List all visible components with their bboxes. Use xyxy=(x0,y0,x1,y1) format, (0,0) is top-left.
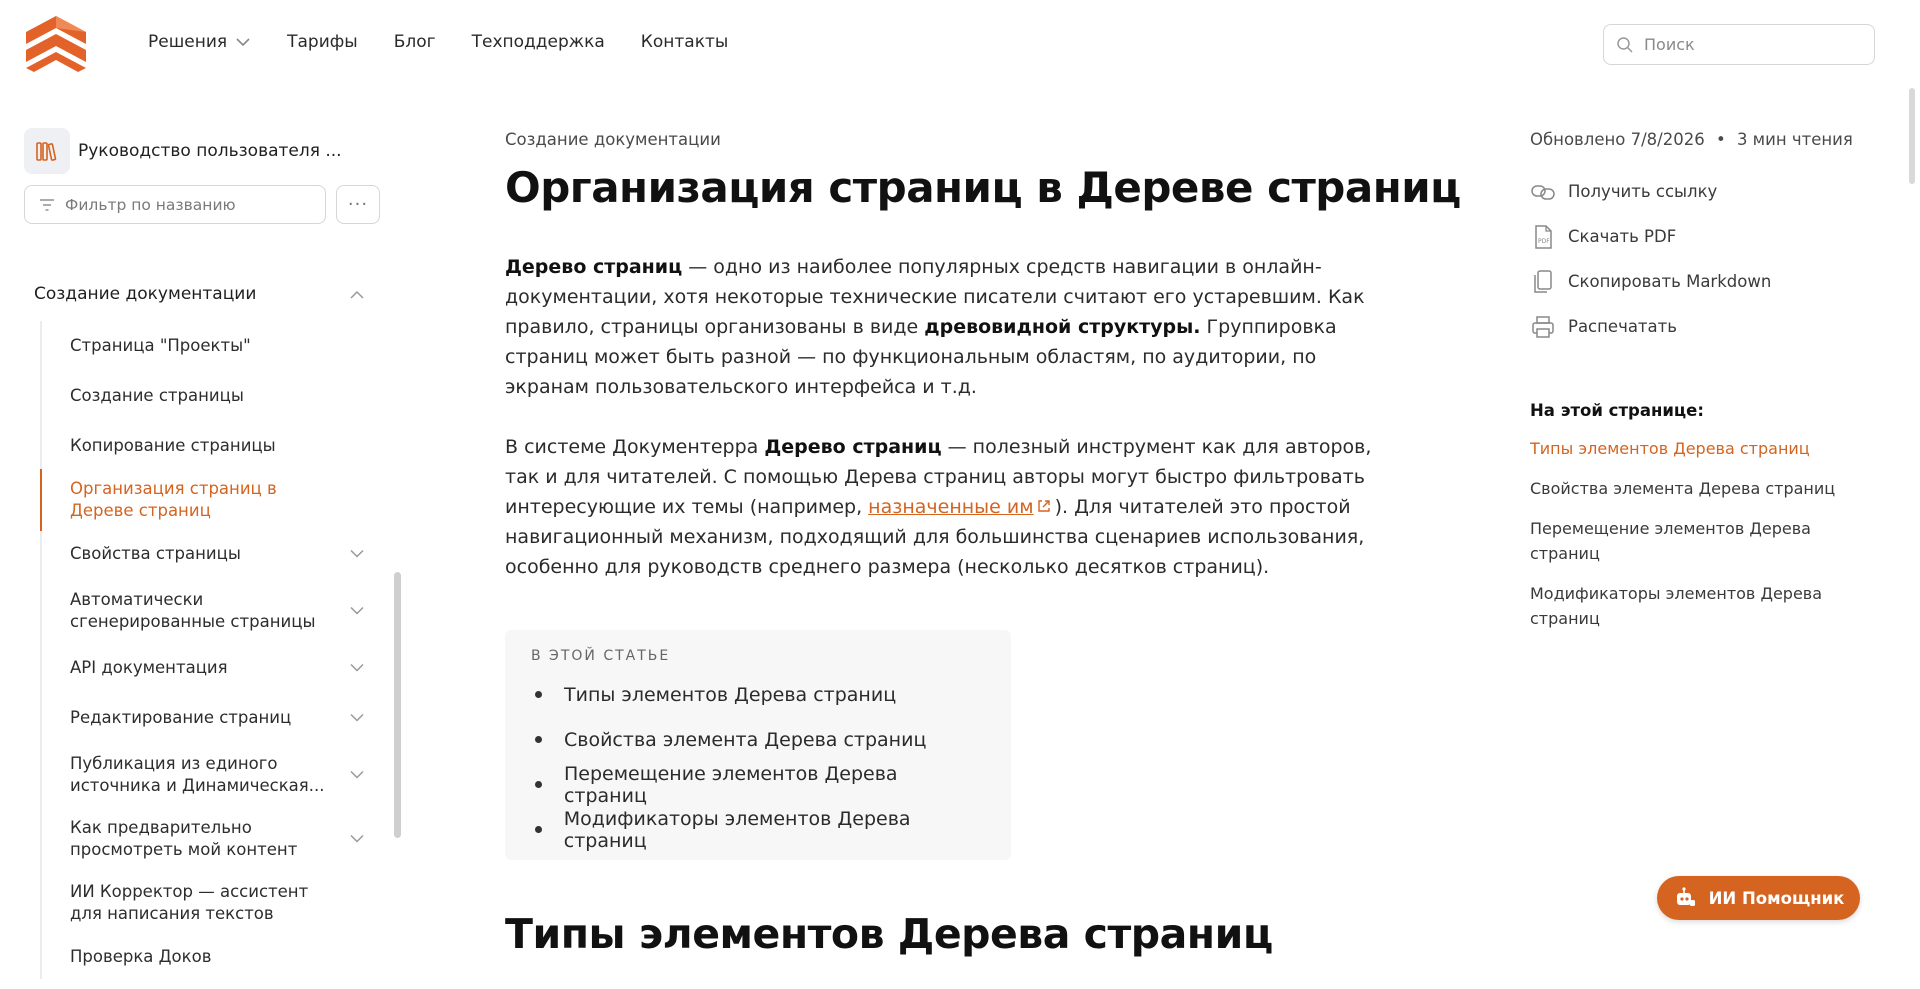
tree-item-label: Публикация из единого источника и Динамическая... xyxy=(70,754,325,795)
tree-item-label: Организация страниц в Дереве страниц xyxy=(70,479,277,520)
more-options-button[interactable] xyxy=(336,185,380,224)
toc-item[interactable] xyxy=(531,672,985,717)
nav-label: Тарифы xyxy=(287,32,358,52)
search-input[interactable] xyxy=(1644,35,1844,54)
assigned-link[interactable]: назначенные им xyxy=(868,496,1034,518)
filter-icon xyxy=(39,198,55,212)
tree-item-label: Копирование страницы xyxy=(70,436,276,455)
tree-item-active[interactable] xyxy=(42,471,380,529)
pdf-icon xyxy=(1530,224,1556,250)
toc-item[interactable] xyxy=(531,807,985,852)
tree-item[interactable] xyxy=(42,807,380,871)
action-label: Скопировать Markdown xyxy=(1568,272,1772,291)
tree-item[interactable] xyxy=(42,421,380,471)
toc-item-label: Модификаторы элементов Дерева страниц xyxy=(563,807,911,852)
updated-date: Обновлено 7/8/2026 xyxy=(1530,130,1705,149)
tree-item[interactable] xyxy=(42,321,380,371)
bold-term: Дерево страниц xyxy=(764,436,942,458)
tree-item[interactable] xyxy=(42,529,380,579)
tree-item[interactable] xyxy=(42,935,380,979)
external-link-icon[interactable] xyxy=(1037,499,1051,513)
robot-icon xyxy=(1673,886,1697,910)
print-button[interactable] xyxy=(1530,304,1870,349)
tree-item-label: Проверка Доков xyxy=(70,947,212,966)
page-scrollbar[interactable] xyxy=(1909,88,1915,184)
on-page-link[interactable]: Перемещение элементов Дерева страниц xyxy=(1530,519,1811,563)
meta-separator: • xyxy=(1715,130,1726,149)
link-icon xyxy=(1530,181,1556,203)
action-label: Распечатать xyxy=(1568,317,1677,336)
chevron-down-icon[interactable] xyxy=(350,550,364,559)
nav-solutions[interactable] xyxy=(148,32,251,52)
copy-icon xyxy=(1530,269,1556,295)
tree-item[interactable] xyxy=(42,371,380,421)
nav-label: Техподдержка xyxy=(471,32,605,52)
ellipsis-icon: ··· xyxy=(347,194,369,215)
read-time: 3 мин чтения xyxy=(1736,130,1853,149)
article xyxy=(505,130,1461,958)
chevron-down-icon[interactable] xyxy=(350,607,364,616)
section-heading: Типы элементов Дерева страниц xyxy=(505,910,1273,958)
nav-label: Блог xyxy=(393,32,436,52)
svg-text:PDF: PDF xyxy=(1538,237,1550,245)
tree-item-label: Страница "Проекты" xyxy=(70,336,251,355)
chevron-down-icon xyxy=(235,37,251,47)
site-header xyxy=(0,0,1920,88)
tree-item[interactable] xyxy=(42,693,380,743)
toc-label: В ЭТОЙ СТАТЬЕ xyxy=(531,648,671,664)
ai-button-label: ИИ Помощник xyxy=(1708,888,1845,908)
get-link-button[interactable] xyxy=(1530,169,1870,214)
tree-item-label: Свойства страницы xyxy=(70,544,241,563)
text: — полезный инструмент как для авторов, так и для читателей. С помощью Дерева страниц авторы могут быстро фильтровать интересующие их темы (например, xyxy=(505,436,1372,518)
ai-assistant-button[interactable] xyxy=(1657,876,1860,920)
nav-support[interactable] xyxy=(472,32,605,52)
tree-item[interactable] xyxy=(42,871,380,935)
sidebar-scrollbar[interactable] xyxy=(394,572,401,838)
section-title: Создание документации xyxy=(34,284,257,304)
text: В системе Документерра xyxy=(505,436,765,458)
toc-item[interactable] xyxy=(531,717,985,762)
toc-item-label: Свойства элемента Дерева страниц xyxy=(564,728,927,751)
on-page-link[interactable]: Свойства элемента Дерева страниц xyxy=(1530,479,1836,498)
on-page-link[interactable]: Модификаторы элементов Дерева страниц xyxy=(1530,584,1823,628)
second-paragraph xyxy=(505,432,1385,582)
on-this-page-list xyxy=(1530,436,1870,631)
tree-item-label: Автоматически сгенерированные страницы xyxy=(70,590,316,631)
action-label: Получить ссылку xyxy=(1568,182,1718,201)
chevron-down-icon[interactable] xyxy=(350,714,364,723)
nav-pricing[interactable] xyxy=(287,32,358,52)
on-page-link[interactable]: Типы элементов Дерева страниц xyxy=(1530,439,1810,458)
tree-item[interactable] xyxy=(42,643,380,693)
page-meta xyxy=(1530,130,1870,149)
nav-label: Решения xyxy=(148,32,228,52)
action-label: Скачать PDF xyxy=(1568,227,1677,246)
filter-box[interactable] xyxy=(24,185,326,224)
breadcrumb[interactable]: Создание документации xyxy=(505,130,721,149)
tree-item-label: API документация xyxy=(70,658,228,677)
nav-label: Контакты xyxy=(640,32,729,52)
product-switcher[interactable] xyxy=(24,128,342,174)
toc-item-label: Перемещение элементов Дерева страниц xyxy=(563,762,898,807)
page-tree xyxy=(40,321,380,979)
tree-section-header[interactable] xyxy=(34,284,364,304)
on-this-page-title: На этой странице: xyxy=(1530,401,1704,420)
search-box[interactable] xyxy=(1603,24,1875,65)
toc-item[interactable] xyxy=(531,762,985,807)
download-pdf-button[interactable] xyxy=(1530,214,1870,259)
tree-item-label: Создание страницы xyxy=(70,386,244,405)
search-icon xyxy=(1616,36,1634,54)
chevron-down-icon[interactable] xyxy=(350,835,364,844)
books-icon xyxy=(24,128,70,174)
copy-markdown-button[interactable] xyxy=(1530,259,1870,304)
right-panel xyxy=(1530,130,1870,646)
tree-item[interactable] xyxy=(42,743,380,807)
nav-blog[interactable] xyxy=(394,32,436,52)
tree-item-label: Как предварительно просмотреть мой контент xyxy=(70,818,298,859)
left-sidebar xyxy=(24,128,380,989)
chevron-down-icon[interactable] xyxy=(350,771,364,780)
tree-item-label: Редактирование страниц xyxy=(70,708,292,727)
toc-list xyxy=(531,672,985,852)
filter-input[interactable] xyxy=(65,196,305,214)
bold-term: Дерево страниц xyxy=(505,256,683,278)
text: Группировка страниц может быть разной — по функциональным областям, по аудитории, по экранам пользовательского интерфейса и т.д. xyxy=(505,316,1337,398)
text: ). Для читателей это простой навигационный механизм, подходящий для большинства сценариев использования, особенно для руководств среднего размера (несколько десятков страниц). xyxy=(505,496,1365,578)
page-actions xyxy=(1530,169,1870,349)
logo-icon[interactable] xyxy=(24,14,88,76)
chevron-up-icon xyxy=(350,290,364,299)
print-icon xyxy=(1530,314,1556,340)
bold-term: древовидной структуры. xyxy=(924,316,1201,338)
in-article-toc xyxy=(505,630,1011,860)
page-title: Организация страниц в Дереве страниц xyxy=(505,163,1461,212)
chevron-down-icon[interactable] xyxy=(350,664,364,673)
product-name: Руководство пользователя ... xyxy=(78,141,342,161)
text: — одно из наиболее популярных средств навигации в онлайн-документации, хотя некоторые технические писатели считают его устаревшим. Как правило, страницы организованы в виде xyxy=(505,256,1365,338)
tree-item-label: ИИ Корректор — ассистент для написания текстов xyxy=(70,882,309,923)
nav-contacts[interactable] xyxy=(641,32,729,52)
tree-item[interactable] xyxy=(42,579,380,643)
toc-item-label: Типы элементов Дерева страниц xyxy=(564,683,897,706)
main-nav xyxy=(148,32,728,52)
intro-paragraph xyxy=(505,252,1385,402)
